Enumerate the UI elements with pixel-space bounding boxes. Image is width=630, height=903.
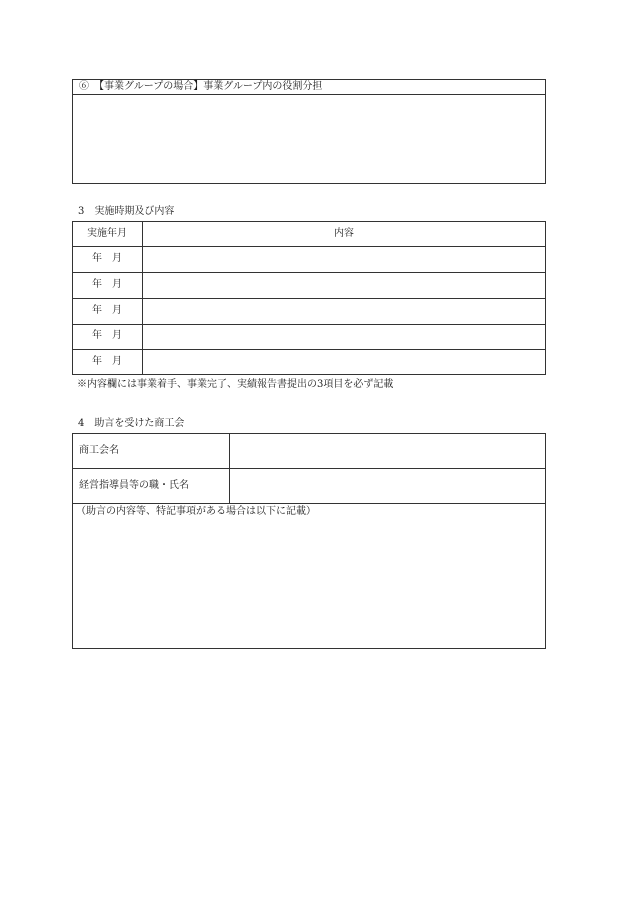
remarks-field[interactable] [79, 522, 539, 642]
chamber-row-divider [72, 503, 546, 504]
schedule-row-divider [72, 298, 546, 299]
schedule-row-1-date: 年 月 [92, 253, 122, 264]
schedule-row-2-date: 年 月 [92, 279, 122, 290]
chamber-row-divider [72, 468, 546, 469]
remarks-label: （助言の内容等、特記事項がある場合は以下に記載） [76, 506, 316, 517]
schedule-section-title: 3 実施時期及び内容 [78, 206, 175, 217]
advisor-name-field[interactable] [236, 480, 540, 493]
schedule-row-5-content[interactable] [148, 356, 540, 369]
schedule-row-divider [72, 246, 546, 247]
schedule-header-content: 内容 [334, 228, 354, 239]
schedule-row-divider [72, 324, 546, 325]
schedule-row-divider [72, 272, 546, 273]
schedule-row-5-date: 年 月 [92, 356, 122, 367]
role-division-field[interactable] [79, 98, 539, 180]
chamber-name-label: 商工会名 [79, 445, 119, 456]
schedule-header-date: 実施年月 [87, 228, 127, 239]
schedule-row-4-content[interactable] [148, 330, 540, 343]
schedule-row-3-content[interactable] [148, 305, 540, 318]
schedule-row-divider [72, 349, 546, 350]
advisor-name-label: 経営指導員等の職・氏名 [79, 480, 189, 491]
schedule-row-1-content[interactable] [148, 253, 540, 266]
schedule-note: ※内容欄には事業着手、事業完了、実績報告書提出の3項目を必ず記載 [77, 379, 394, 390]
schedule-row-2-content[interactable] [148, 279, 540, 292]
chamber-section-title: 4 助言を受けた商工会 [78, 418, 185, 429]
schedule-row-4-date: 年 月 [92, 330, 122, 341]
chamber-name-field[interactable] [236, 445, 540, 458]
schedule-row-3-date: 年 月 [92, 305, 122, 316]
role-division-heading: ⑥ 【事業グループの場合】事業グループ内の役割分担 [79, 81, 323, 92]
role-division-header-divider [72, 94, 546, 95]
